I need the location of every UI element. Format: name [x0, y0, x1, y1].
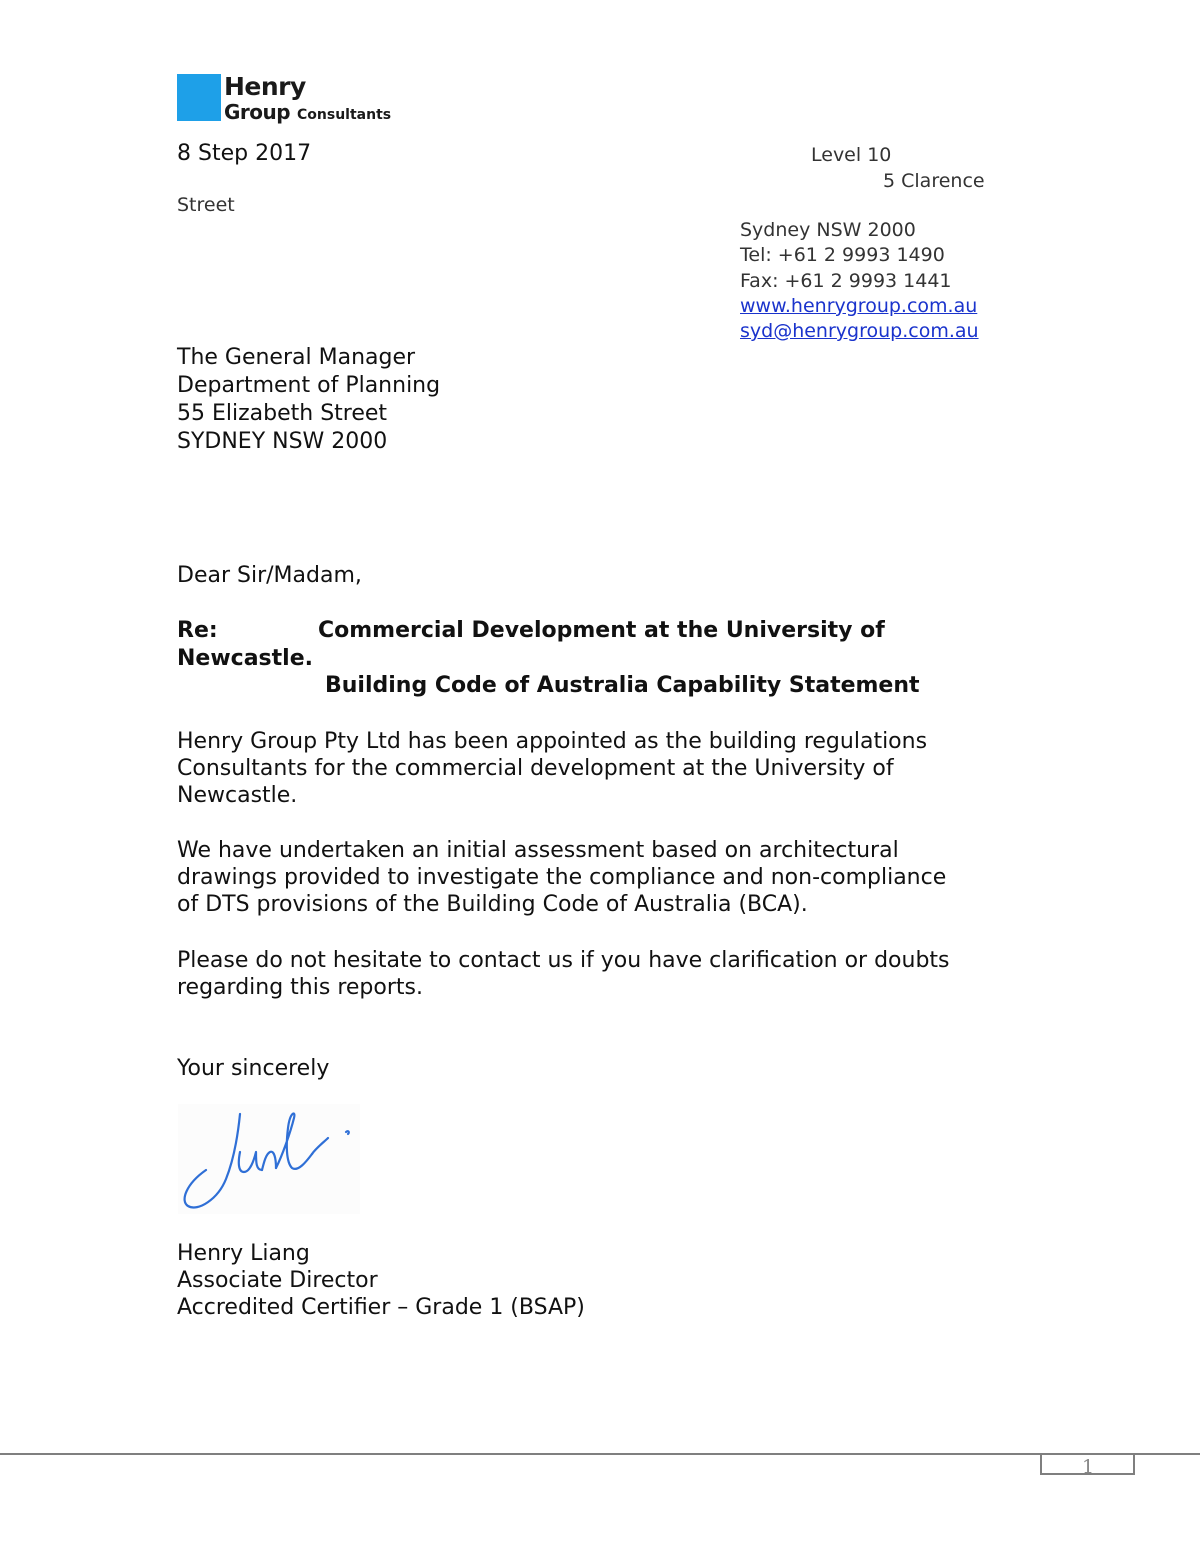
paragraph-contact	[177, 947, 1017, 1001]
paragraph-line: drawings provided to investigate the compliance and non-compliance	[177, 865, 947, 890]
paragraph-line: We have undertaken an initial assessment based on architectural	[177, 838, 899, 863]
recipient-line: Department of Planning	[177, 373, 441, 398]
paragraph-appointment	[177, 728, 1017, 809]
subject-line-1: Commercial Development at the University of	[318, 618, 885, 643]
address-fax: Fax: +61 2 9993 1441	[740, 270, 952, 292]
paragraph-assessment	[177, 837, 1017, 918]
subject-re-label: Re:	[177, 618, 218, 643]
signatory-name: Henry Liang	[177, 1241, 310, 1266]
recipient-line: The General Manager	[177, 345, 416, 370]
signatory-accreditation: Accredited Certifier – Grade 1 (BSAP)	[177, 1295, 585, 1320]
subject-line-2: Newcastle.	[177, 646, 313, 671]
paragraph-line: Please do not hesitate to contact us if you have clarification or doubts	[177, 948, 950, 973]
address-street: Street	[177, 194, 235, 216]
address-street-number: 5 Clarence	[883, 170, 985, 192]
paragraph-line: Newcastle.	[177, 783, 298, 808]
website-link[interactable]: www.henrygroup.com.au	[740, 295, 978, 317]
logo-square	[177, 74, 221, 121]
company-logo	[177, 74, 407, 124]
recipient-line: SYDNEY NSW 2000	[177, 429, 388, 454]
paragraph-line: Consultants for the commercial development at the University of	[177, 756, 894, 781]
logo-text-consultants: Consultants	[297, 107, 392, 123]
subject-line-3: Building Code of Australia Capability Statement	[325, 673, 920, 698]
footer-rule	[0, 1453, 1200, 1455]
page-number: 1	[1082, 1456, 1095, 1478]
logo-text-group: Group	[224, 100, 291, 124]
logo-text-henry: Henry	[224, 72, 306, 101]
recipient-address	[177, 344, 440, 456]
address-level: Level 10	[811, 144, 892, 166]
signatory-title: Associate Director	[177, 1268, 378, 1293]
address-city: Sydney NSW 2000	[740, 219, 916, 241]
handwritten-signature	[178, 1104, 360, 1214]
paragraph-line: of DTS provisions of the Building Code of Australia (BCA).	[177, 892, 808, 917]
footer-rule-right	[1135, 1453, 1200, 1455]
paragraph-line: Henry Group Pty Ltd has been appointed as the building regulations	[177, 729, 928, 754]
recipient-line: 55 Elizabeth Street	[177, 401, 388, 426]
paragraph-line: regarding this reports.	[177, 975, 423, 1000]
address-tel: Tel: +61 2 9993 1490	[740, 244, 945, 266]
closing: Your sincerely	[177, 1056, 330, 1081]
letter-date: 8 Step 2017	[177, 141, 312, 166]
salutation: Dear Sir/Madam,	[177, 563, 362, 588]
email-link[interactable]: syd@henrygroup.com.au	[740, 320, 979, 342]
signoff-block	[177, 1240, 585, 1321]
